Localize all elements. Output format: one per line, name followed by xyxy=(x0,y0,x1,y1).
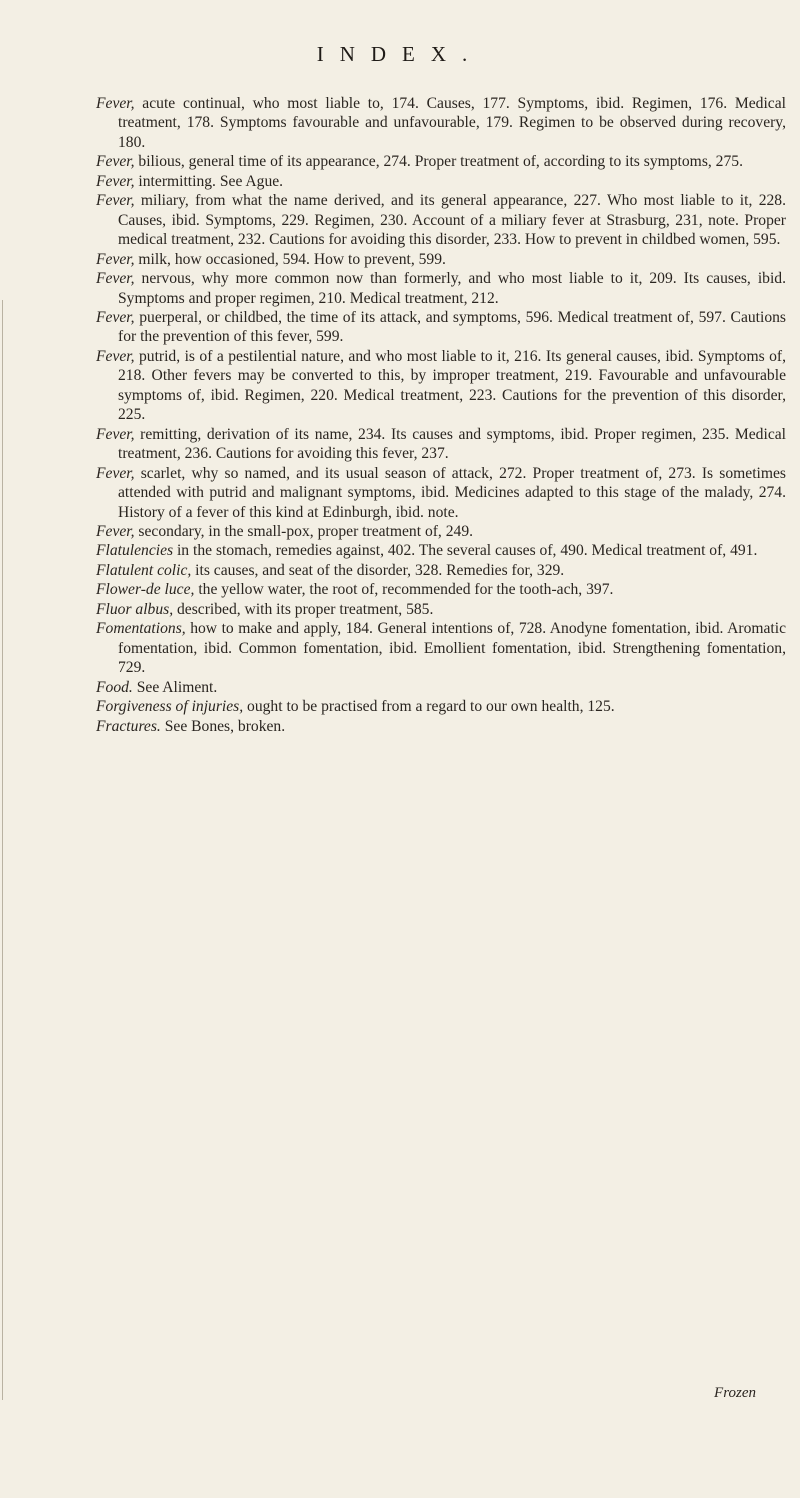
entry-text: described, with its proper treatment, 585. xyxy=(173,600,434,618)
entry-term: Fever, xyxy=(96,192,135,210)
entry-term: Food. xyxy=(96,678,133,696)
index-entry xyxy=(96,269,786,308)
index-entry xyxy=(96,541,786,560)
entry-text: how to make and apply, 184. General intentions of, 728. Anodyne fomentation, ibid. Aromatic fomentation, ibid. Common fomentation, ibid. Emollient fomentation, ibid. Strengthening fomentation, 729. xyxy=(118,620,786,677)
index-entry xyxy=(96,580,786,599)
index-entry xyxy=(96,308,786,347)
entry-term: Fever, xyxy=(96,172,135,190)
entry-term: Fever, xyxy=(96,347,135,365)
index-entry xyxy=(96,152,786,171)
entry-term: Forgiveness of injuries, xyxy=(96,698,244,716)
page-gutter-line xyxy=(2,300,3,1400)
index-entry xyxy=(96,464,786,522)
entry-term: Flatulencies xyxy=(96,542,174,560)
entry-text: miliary, from what the name derived, and its general appearance, 227. Who most liable to it, 228. Causes, ibid. Symptoms, 229. Regimen, 230. Account of a miliary fever at Strasburg, 231, note. Proper medical treatment, 232. Cautions for avoiding this disorder, 233. How to prevent in childbed women, 595. xyxy=(118,192,786,249)
entry-text: in the stomach, remedies against, 402. The several causes of, 490. Medical treatment of, 491. xyxy=(173,542,758,560)
index-entry xyxy=(96,561,786,580)
index-entry xyxy=(96,522,786,541)
entry-term: Fever, xyxy=(96,308,135,326)
entry-text: secondary, in the small-pox, proper treatment of, 249. xyxy=(134,522,474,540)
index-entry xyxy=(96,250,786,269)
entry-text: acute continual, who most liable to, 174. Causes, 177. Symptoms, ibid. Regimen, 176. Medical treatment, 178. Symptoms favourable and unfavourable, 179. Regimen to be observed during recovery, 180. xyxy=(118,95,786,151)
catchword: Frozen xyxy=(714,1385,756,1401)
entry-term: Fever, xyxy=(96,95,135,112)
index-entry xyxy=(96,619,786,677)
entry-text: scarlet, why so named, and its usual season of attack, 272. Proper treatment of, 273. Is sometimes attended with putrid and malignant symptoms, ibid. Medicines adapted to this stage of the malady, 274. History of a fever of this kind at Edinburgh, ibid. note. xyxy=(118,464,786,521)
index-entry xyxy=(96,191,786,249)
entry-text: intermitting. See Ague. xyxy=(134,172,284,190)
index-entry xyxy=(96,172,786,191)
entry-term: Fractures. xyxy=(96,717,161,735)
entry-term: Fever, xyxy=(96,153,135,171)
entry-term: Fomentations, xyxy=(96,620,186,638)
entry-text: the yellow water, the root of, recommended for the tooth-ach, 397. xyxy=(194,581,614,599)
index-entry xyxy=(96,697,786,716)
entry-text: putrid, is of a pestilential nature, and who most liable to it, 216. Its general causes, ibid. Symptoms of, 218. Other fevers may be converted to this, by improper treatment, 219. Favourable and unfavourable symptoms of, ibid. Regimen, 220. Medical treatment, 223. Cautions for the prevention of this disorder, 225. xyxy=(118,347,786,424)
entry-term: Flatulent colic, xyxy=(96,561,192,579)
entry-text: milk, how occasioned, 594. How to prevent, 599. xyxy=(134,250,446,268)
index-entry xyxy=(96,678,786,697)
entry-term: Fever, xyxy=(96,270,135,288)
index-entry xyxy=(96,347,786,425)
entry-text: puerperal, or childbed, the time of its attack, and symptoms, 596. Medical treatment of, 597. Cautions for the prevention of this fever, 599. xyxy=(118,308,786,346)
entry-term: Fever, xyxy=(96,250,135,268)
entry-term: Fever, xyxy=(96,464,135,482)
index-entry xyxy=(96,600,786,619)
entry-text: remitting, derivation of its name, 234. Its causes and symptoms, ibid. Proper regimen, 235. Medical treatment, 236. Cautions for avoiding this fever, 237. xyxy=(118,425,786,463)
entry-term: Fluor albus, xyxy=(96,600,174,618)
entry-text: its causes, and seat of the disorder, 328. Remedies for, 329. xyxy=(191,561,565,579)
index-entry xyxy=(96,425,786,464)
entry-text: bilious, general time of its appearance, 274. Proper treatment of, according to its symptoms, 275. xyxy=(134,153,743,171)
index-entry xyxy=(96,717,786,736)
entry-text: ought to be practised from a regard to our own health, 125. xyxy=(243,698,615,716)
page-header: INDEX. xyxy=(316,42,484,66)
entry-text: See Bones, broken. xyxy=(160,717,286,735)
index-entries xyxy=(96,94,786,736)
entry-term: Fever, xyxy=(96,522,135,540)
entry-term: Flower-de luce, xyxy=(96,581,195,599)
entry-text: nervous, why more common now than formerly, and who most liable to it, 209. Its causes, ibid. Symptoms and proper regimen, 210. Medical treatment, 212. xyxy=(118,270,786,307)
entry-text: See Aliment. xyxy=(132,678,218,696)
index-entry xyxy=(96,94,786,152)
entry-term: Fever, xyxy=(96,425,135,443)
